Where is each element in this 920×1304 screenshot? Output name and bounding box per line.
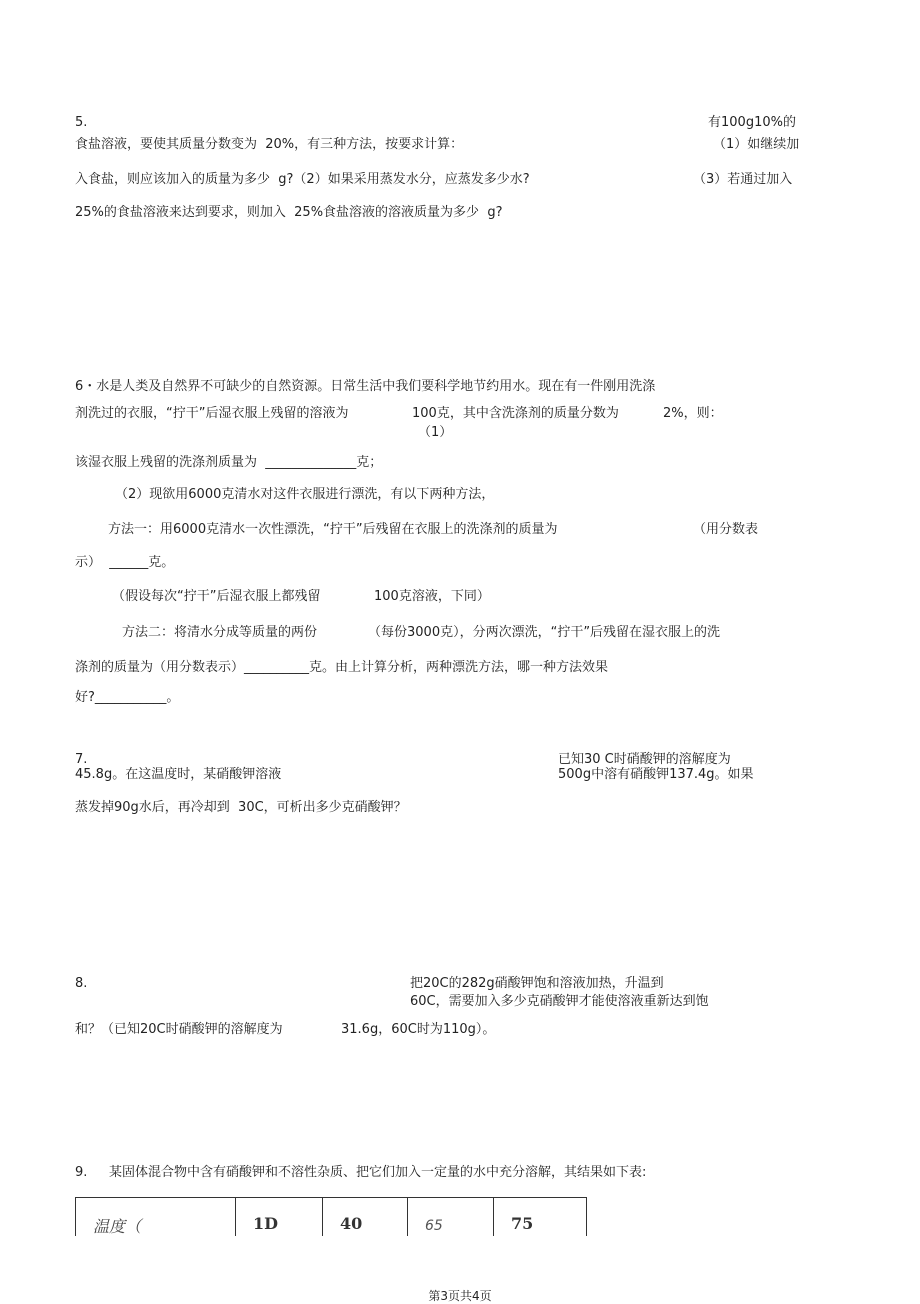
table-header-temperature: 温度（: [76, 1198, 236, 1236]
q6-line10: 好?___________。: [75, 690, 180, 705]
q6-line5a: 方法一：用6000克清水一次性漂洗，“拧干”后残留在衣服上的洗涤剂的质量为: [108, 522, 558, 537]
solubility-table: [75, 1197, 587, 1236]
q6-line6: 示） ______克。: [75, 555, 175, 570]
q7-right1: 已知30 C时硝酸钾的溶解度为: [558, 752, 731, 767]
q8-line3a: 和？（已知20C时硝酸钾的溶解度为: [75, 1022, 283, 1037]
q7-right2: 500g中溶有硝酸钾137.4g。如果: [558, 767, 754, 782]
table-cell-1d: 1D: [236, 1198, 323, 1236]
q8-number: 8.: [75, 976, 88, 991]
q5-line2-left: 食盐溶液，要使其质量分数变为 20%，有三种方法，按要求计算：: [75, 137, 464, 152]
q7-number: 7.: [75, 752, 88, 767]
table-cell-75: 75: [494, 1198, 587, 1236]
q5-line2-right: （1）如继续加: [713, 137, 800, 152]
q6-line7a: （假设每次“拧干”后湿衣服上都残留: [112, 589, 321, 604]
q5-line3-right: （3）若通过加入: [693, 172, 793, 187]
q5-line1-right: 有100g10%的: [708, 115, 796, 130]
q7-line3: 蒸发掉90g水后，再冷却到 30C，可析出多少克硝酸钾？: [75, 800, 407, 815]
q5-line4: 25%的食盐溶液来达到要求，则加入 25%食盐溶液的溶液质量为多少 g?: [75, 205, 503, 220]
q6-line8b: （每份3000克），分两次漂洗，“拧干”后残留在湿衣服上的洗: [368, 625, 721, 640]
q9-number: 9.: [75, 1165, 88, 1180]
q6-line3: 该湿衣服上残留的洗涤剂质量为 ______________克；: [75, 455, 383, 470]
q6-line5b: （用分数表: [693, 522, 759, 537]
q6-line8a: 方法二：将清水分成等质量的两份: [122, 625, 318, 640]
table-cell-40: 40: [323, 1198, 408, 1236]
q7-line2: 45.8g。在这温度时，某硝酸钾溶液: [75, 767, 282, 782]
q6-line2c: 2%，则：: [663, 406, 723, 421]
q6-line2d: （1）: [418, 425, 453, 440]
q6-line1: 6・水是人类及自然界不可缺少的自然资源。日常生活中我们要科学地节约用水。现在有一件刚用洗涤: [75, 379, 656, 394]
q6-line9: 涤剂的质量为（用分数表示）__________克。由上计算分析，两种漂洗方法，哪一种方法效果: [75, 660, 609, 675]
q6-line2b: 100克，其中含洗涤剂的质量分数为: [412, 406, 619, 421]
q8-line3b: 31.6g，60C时为110g）。: [341, 1022, 496, 1037]
table-cell-65: 65: [408, 1198, 494, 1236]
q8-right2: 60C，需要加入多少克硝酸钾才能使溶液重新达到饱: [410, 994, 709, 1009]
q5-number: 5.: [75, 115, 88, 130]
page-footer: 第3页共4页: [428, 1289, 492, 1303]
q5-line3-left: 入食盐，则应该加入的质量为多少 g?（2）如果采用蒸发水分，应蒸发多少水?: [75, 172, 530, 187]
q9-text: 某固体混合物中含有硝酸钾和不溶性杂质、把它们加入一定量的水中充分溶解，其结果如下表:: [109, 1165, 647, 1180]
q6-line4: （2）现欲用6000克清水对这件衣服进行漂洗，有以下两种方法，: [115, 487, 495, 502]
q6-line7b: 100克溶液，下同）: [374, 589, 490, 604]
q6-line2a: 剂洗过的衣服，“拧干”后湿衣服上残留的溶液为: [75, 406, 349, 421]
q8-right1: 把20C的282g硝酸钾饱和溶液加热，升温到: [410, 976, 664, 991]
